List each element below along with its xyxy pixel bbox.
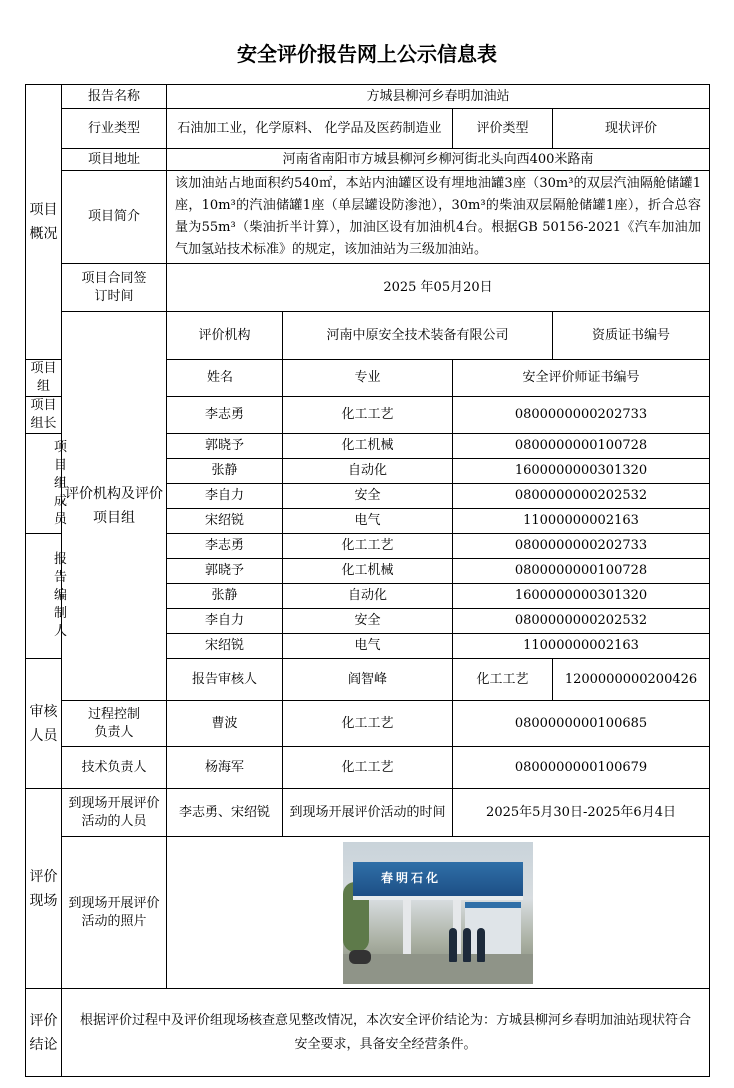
industry-label: 行业类型 [62, 109, 167, 149]
cert-label: 资质证书编号 [553, 312, 710, 360]
eval-type-value: 现状评价 [553, 109, 710, 149]
header-name: 姓名 [167, 360, 283, 397]
writer-name: 李志勇 [167, 534, 283, 559]
writers-label: 报告编制人 [26, 534, 62, 659]
reviewer-name: 阎智峰 [283, 659, 453, 701]
member-cert: 1600000000301320 [453, 459, 710, 484]
member-major: 自动化 [283, 459, 453, 484]
member-name: 宋绍锐 [167, 509, 283, 534]
writer-major: 化工机械 [283, 559, 453, 584]
photo-shop [465, 902, 521, 962]
page-title: 安全评价报告网上公示信息表 [237, 42, 497, 66]
writer-cert: 11000000002163 [453, 634, 710, 659]
section-org: 评价机构及评价项目组 [62, 312, 167, 701]
reviewer-cert: 0800000000100685 [453, 701, 710, 747]
writer-major: 安全 [283, 609, 453, 634]
members-label: 项目组成员 [26, 434, 62, 534]
leader-label: 项目组长 [26, 397, 62, 434]
report-name: 方城县柳河乡春明加油站 [167, 85, 710, 109]
section-conclusion: 评价结论 [26, 989, 62, 1077]
intro-text: 该加油站占地面积约540㎡，本站内油罐区设有埋地油罐3座（30m³的双层汽油隔舱储罐1座，10m³的汽油储罐1座（单层罐设防渗池），30m³的柴油双层隔舱储罐1座），折合总容量为55m³（柴油折半计算），加油区设有加油机4台。根据GB 50156-2021《汽车加油加气加氢站技术标准》的规定，该加油站为三级加油站。 [167, 171, 710, 264]
photo-person [463, 928, 471, 962]
reviewer-role: 技术负责人 [62, 747, 167, 789]
site-people-label: 到现场开展评价活动的人员 [62, 789, 167, 837]
reviewer-role: 过程控制负责人 [62, 701, 167, 747]
photo-sign: 春明石化 [381, 870, 442, 885]
site-photo-label: 到现场开展评价活动的照片 [62, 837, 167, 989]
member-major: 安全 [283, 484, 453, 509]
contract-label: 项目合同签订时间 [62, 264, 167, 312]
reviewer-role: 报告审核人 [167, 659, 283, 701]
site-people: 李志勇、宋绍锐 [167, 789, 283, 837]
reviewer-cert: 1200000000200426 [553, 659, 710, 701]
member-name: 张静 [167, 459, 283, 484]
member-name: 郭晓予 [167, 434, 283, 459]
member-major: 化工机械 [283, 434, 453, 459]
writer-cert: 0800000000100728 [453, 559, 710, 584]
address-value: 河南省南阳市方城县柳河乡柳河街北头向西400米路南 [167, 149, 710, 171]
reviewer-cert: 0800000000100679 [453, 747, 710, 789]
conclusion-text: 根据评价过程中及评价组现场核查意见整改情况，本次安全评价结论为：方城县柳河乡春明加油站现状符合安全要求，具备安全经营条件。 [62, 989, 710, 1077]
contract-date: 2025 年05月20日 [167, 264, 710, 312]
writer-major: 化工工艺 [283, 534, 453, 559]
site-time: 2025年5月30日-2025年6月4日 [453, 789, 710, 837]
writer-major: 电气 [283, 634, 453, 659]
report-name-label: 报告名称 [62, 85, 167, 109]
photo-ground [343, 954, 533, 984]
info-table [25, 84, 710, 1077]
section-review: 审核人员 [26, 659, 62, 789]
reviewer-major: 化工工艺 [283, 701, 453, 747]
agency-value: 河南中原安全技术装备有限公司 [283, 312, 553, 360]
member-cert: 0800000000100728 [453, 434, 710, 459]
reviewer-major: 化工工艺 [283, 747, 453, 789]
reviewer-name: 杨海军 [167, 747, 283, 789]
photo-person [449, 928, 457, 962]
header-major: 专业 [283, 360, 453, 397]
writer-cert: 0800000000202733 [453, 534, 710, 559]
intro-label: 项目简介 [62, 171, 167, 264]
member-name: 李自力 [167, 484, 283, 509]
writer-major: 自动化 [283, 584, 453, 609]
writer-name: 李自力 [167, 609, 283, 634]
reviewer-name: 曹波 [167, 701, 283, 747]
leader-cert: 0800000000202733 [453, 397, 710, 434]
industry-value: 石油加工业，化学原料、 化学品及医药制造业 [167, 109, 453, 149]
leader-major: 化工工艺 [283, 397, 453, 434]
member-major: 电气 [283, 509, 453, 534]
section-site: 评价现场 [26, 789, 62, 989]
writer-name: 郭晓予 [167, 559, 283, 584]
reviewer-major: 化工工艺 [453, 659, 553, 701]
agency-label: 评价机构 [167, 312, 283, 360]
header-cert: 安全评价师证书编号 [453, 360, 710, 397]
member-cert: 11000000002163 [453, 509, 710, 534]
eval-type-label: 评价类型 [453, 109, 553, 149]
writer-cert: 1600000000301320 [453, 584, 710, 609]
site-photo [343, 842, 533, 984]
address-label: 项目地址 [62, 149, 167, 171]
photo-pillar [403, 900, 411, 956]
writer-name: 张静 [167, 584, 283, 609]
photo-motorcycle [349, 950, 371, 964]
writer-cert: 0800000000202532 [453, 609, 710, 634]
photo-person [477, 928, 485, 962]
writer-name: 宋绍锐 [167, 634, 283, 659]
section-overview: 项目概况 [26, 85, 62, 360]
site-time-label: 到现场开展评价活动的时间 [283, 789, 453, 837]
photo-canopy [353, 862, 523, 900]
member-cert: 0800000000202532 [453, 484, 710, 509]
header-group: 项目组 [26, 360, 62, 397]
leader-name: 李志勇 [167, 397, 283, 434]
